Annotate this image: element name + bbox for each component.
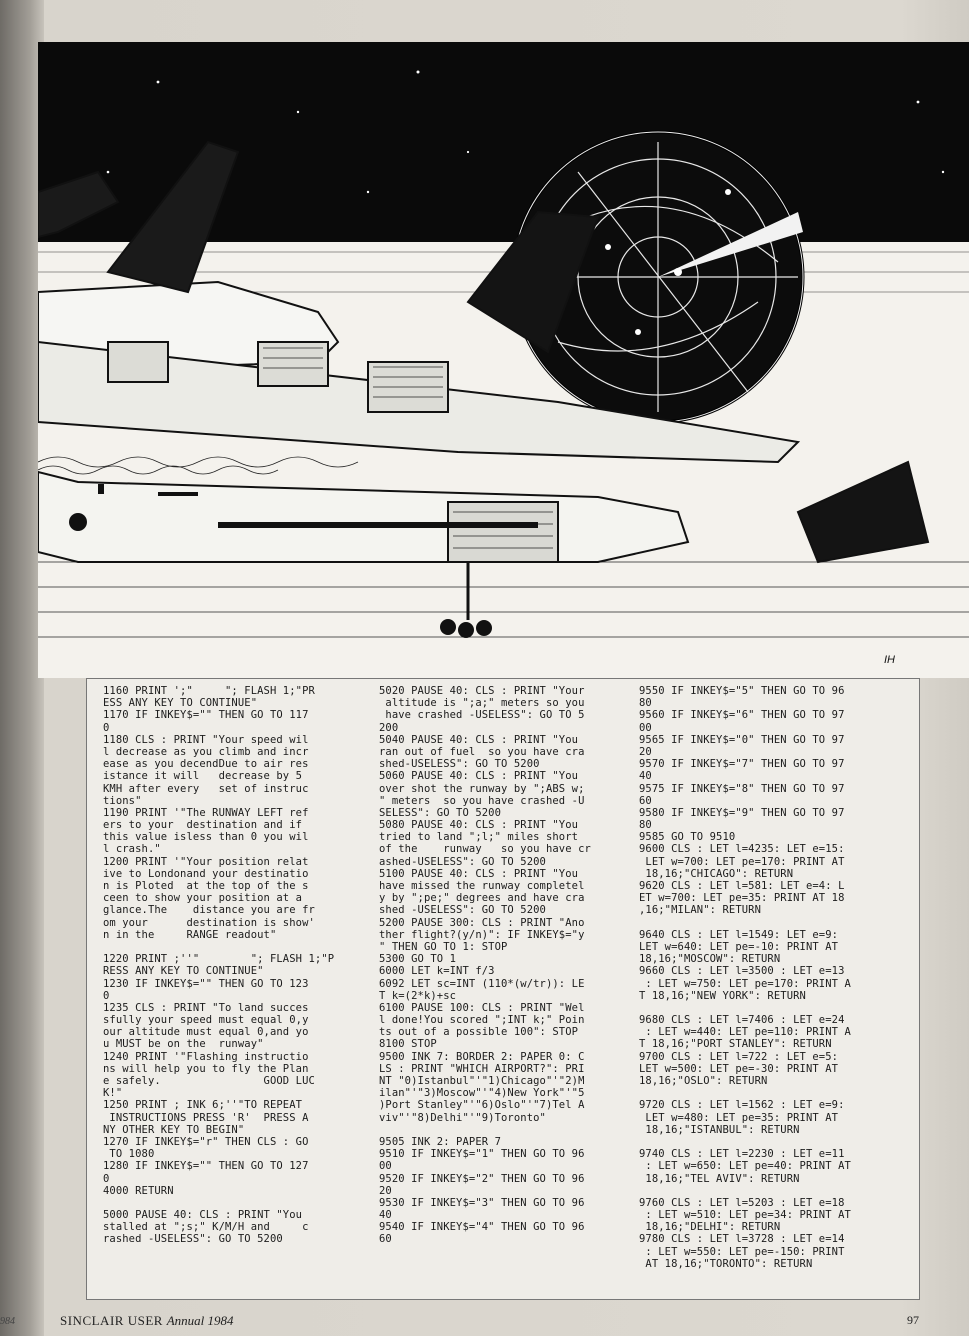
code-line: ESS ANY KEY TO CONTINUE" xyxy=(103,697,258,710)
code-line: 40 xyxy=(639,770,652,783)
code-line: 80 xyxy=(639,819,652,832)
code-line: shed-USELESS": GO TO 5200 xyxy=(379,758,540,771)
code-line: 1230 IF INKEY$="" THEN GO TO 123 xyxy=(103,977,309,990)
code-line: SELESS": GO TO 5200 xyxy=(379,806,502,819)
code-line: viv"'"8)Delhi"'"9)Toronto" xyxy=(379,1111,546,1124)
code-line: 1180 CLS : PRINT "Your speed wil xyxy=(103,733,309,746)
code-line: 9585 GO TO 9510 xyxy=(639,831,736,844)
code-line: 9680 CLS : LET l=7406 : LET e=24 xyxy=(639,1014,845,1027)
code-line: n in the RANGE readout" xyxy=(103,928,277,941)
code-line: : LET w=650: LET pe=40: PRINT AT xyxy=(639,1160,851,1173)
code-line: over shot the runway by ";ABS w; xyxy=(379,782,585,795)
code-line xyxy=(103,941,373,953)
illustration-airliners-radar xyxy=(38,42,969,678)
code-line: NT "0)Istanbul"'"1)Chicago"'"2)M xyxy=(379,1075,585,1087)
code-line: 9575 IF INKEY$="8" THEN GO TO 97 xyxy=(639,782,845,795)
code-line: rashed -USELESS": GO TO 5200 xyxy=(103,1233,283,1246)
code-line: 5200 PAUSE 300: CLS : PRINT "Ano xyxy=(379,916,585,929)
page-number: 97 xyxy=(907,1313,919,1327)
code-line: 9580 IF INKEY$="9" THEN GO TO 97 xyxy=(639,806,845,819)
code-line xyxy=(639,1185,909,1197)
code-line: LET w=700: LET pe=170: PRINT AT xyxy=(639,855,845,868)
code-line: have missed the runway completel xyxy=(379,880,585,892)
code-line: ers to your destination and if xyxy=(103,819,303,832)
code-line: tried to land ";l;" miles short xyxy=(379,831,579,844)
code-line: 9560 IF INKEY$="6" THEN GO TO 97 xyxy=(639,709,845,722)
program-listing xyxy=(86,678,920,1300)
code-line: 6100 PAUSE 100: CLS : PRINT "Wel xyxy=(379,1001,585,1014)
code-line: 1270 IF INKEY$="r" THEN CLS : GO xyxy=(103,1135,309,1148)
code-line: 40 xyxy=(379,1209,392,1222)
code-line: 9540 IF INKEY$="4" THEN GO TO 96 xyxy=(379,1221,585,1234)
code-line: 200 xyxy=(379,721,399,734)
code-line: ilan"'"3)Moscow"'"4)New York"'"5 xyxy=(379,1087,585,1100)
code-line: 9500 INK 7: BORDER 2: PAPER 0: C xyxy=(379,1050,585,1063)
code-line: 9550 IF INKEY$="5" THEN GO TO 96 xyxy=(639,685,845,697)
code-line: 9570 IF INKEY$="7" THEN GO TO 97 xyxy=(639,758,845,771)
code-line xyxy=(639,1136,909,1148)
code-line: 9600 CLS : LET l=4235: LET e=15: xyxy=(639,843,845,856)
code-line: 1280 IF INKEY$="" THEN GO TO 127 xyxy=(103,1160,309,1173)
code-line: 9660 CLS : LET l=3500 : LET e=13 xyxy=(639,965,845,978)
code-line: )Port Stanley"'"6)Oslo"'"7)Tel A xyxy=(379,1099,585,1112)
code-line: 9565 IF INKEY$="0" THEN GO TO 97 xyxy=(639,733,845,746)
artist-signature: IH xyxy=(884,654,895,666)
code-line: 5020 PAUSE 40: CLS : PRINT "Your xyxy=(379,685,585,697)
code-line: TO 1080 xyxy=(103,1148,155,1161)
code-line: T 18,16;"NEW YORK": RETURN xyxy=(639,989,806,1002)
issue-label: Annual 1984 xyxy=(166,1313,234,1328)
code-line: 9520 IF INKEY$="2" THEN GO TO 96 xyxy=(379,1172,585,1185)
code-line: sfully your speed must equal 0,y xyxy=(103,1014,309,1027)
magazine-footer xyxy=(60,1313,234,1329)
code-line: 18,16;"CHICAGO": RETURN xyxy=(639,867,794,880)
code-line: RESS ANY KEY TO CONTINUE" xyxy=(103,965,264,978)
code-line: glance.The distance you are fr xyxy=(103,904,315,917)
code-line: 1190 PRINT '"The RUNWAY LEFT ref xyxy=(103,806,309,819)
code-line: 9740 CLS : LET l=2230 : LET e=11 xyxy=(639,1148,845,1161)
code-line: LET w=500: LET pe=-30: PRINT AT xyxy=(639,1062,839,1075)
code-line: 9620 CLS : LET l=581: LET e=4: L xyxy=(639,880,845,892)
code-line: 9700 CLS : LET l=722 : LET e=5: xyxy=(639,1050,839,1063)
code-line: tions" xyxy=(103,794,142,807)
code-line: e safely. GOOD LUC xyxy=(103,1075,315,1087)
code-line: ns will help you to fly the Plan xyxy=(103,1062,309,1075)
code-line: 0 xyxy=(103,721,110,734)
code-line: 18,16;"MOSCOW": RETURN xyxy=(639,953,781,966)
code-line: 1170 IF INKEY$="" THEN GO TO 117 xyxy=(103,709,309,722)
code-line: ther flight?(y/n)": IF INKEY$="y xyxy=(379,928,585,941)
code-line xyxy=(639,1002,909,1014)
code-line: 9530 IF INKEY$="3" THEN GO TO 96 xyxy=(379,1196,585,1209)
code-line: 5000 PAUSE 40: CLS : PRINT "You xyxy=(103,1209,303,1222)
code-line: our altitude must equal 0,and yo xyxy=(103,1026,309,1039)
code-line: : LET w=550: LET pe=-150: PRINT xyxy=(639,1245,845,1258)
code-line: 9780 CLS : LET l=3728 : LET e=14 xyxy=(639,1233,845,1246)
code-line: 80 xyxy=(639,697,652,710)
code-line: 1160 PRINT ';" "; FLASH 1;"PR xyxy=(103,685,315,697)
code-line: altitude is ";a;" meters so you xyxy=(379,697,585,710)
code-line: 5300 GO TO 1 xyxy=(379,953,457,966)
code-line: 1235 CLS : PRINT "To land succes xyxy=(103,1001,309,1014)
code-line: 0 xyxy=(103,989,110,1002)
code-line xyxy=(639,1087,909,1099)
magazine-title: SINCLAIR USER xyxy=(60,1313,163,1328)
listing-column-2 xyxy=(379,685,649,1246)
code-line: 9505 INK 2: PAPER 7 xyxy=(379,1135,502,1148)
code-line: T k=(2*k)+sc xyxy=(379,989,457,1002)
code-line: 5080 PAUSE 40: CLS : PRINT "You xyxy=(379,819,579,832)
airliner-drawing xyxy=(38,42,969,678)
code-line: u MUST be on the runway" xyxy=(103,1038,264,1051)
listing-column-1 xyxy=(103,685,373,1246)
code-line: 1200 PRINT '"Your position relat xyxy=(103,855,309,868)
code-line: AT 18,16;"TORONTO": RETURN xyxy=(639,1257,813,1270)
code-line: LET w=480: LET pe=35: PRINT AT xyxy=(639,1111,839,1124)
code-line: LS : PRINT "WHICH AIRPORT?": PRI xyxy=(379,1062,585,1075)
code-line: 5040 PAUSE 40: CLS : PRINT "You xyxy=(379,733,579,746)
code-line: 20 xyxy=(639,745,652,758)
code-line: " THEN GO TO 1: STOP xyxy=(379,940,508,953)
code-line: 4000 RETURN xyxy=(103,1184,174,1197)
code-line: istance it will decrease by 5 xyxy=(103,770,303,783)
code-line: : LET w=750: LET pe=170: PRINT A xyxy=(639,977,851,990)
code-line: KMH after every set of instruc xyxy=(103,782,309,795)
code-line: of the runway so you have cr xyxy=(379,843,591,856)
code-line: 20 xyxy=(379,1184,392,1197)
code-line: 9640 CLS : LET l=1549: LET e=9: xyxy=(639,928,839,941)
code-line: 1240 PRINT '"Flashing instructio xyxy=(103,1050,309,1063)
code-line: 18,16;"DELHI": RETURN xyxy=(639,1221,781,1234)
previous-page-folio: 984 xyxy=(0,1316,15,1327)
code-line: ,16;"MILAN": RETURN xyxy=(639,904,762,917)
code-line: 60 xyxy=(379,1233,392,1246)
code-line: have crashed -USELESS": GO TO 5 xyxy=(379,709,585,722)
code-line: ts out of a possible 100": STOP xyxy=(379,1026,579,1039)
code-line: 60 xyxy=(639,794,652,807)
code-line xyxy=(379,1124,649,1136)
code-line: ease as you decendDue to air res xyxy=(103,758,309,771)
code-line: 5100 PAUSE 40: CLS : PRINT "You xyxy=(379,867,579,880)
code-line: : LET w=510: LET pe=34: PRINT AT xyxy=(639,1209,851,1222)
code-line: K!" xyxy=(103,1087,123,1100)
code-line: 9720 CLS : LET l=1562 : LET e=9: xyxy=(639,1099,845,1112)
code-line: 0 xyxy=(103,1172,110,1185)
code-line: LET w=640: LET pe=-10: PRINT AT xyxy=(639,940,839,953)
code-line: l decrease as you climb and incr xyxy=(103,745,309,758)
code-line xyxy=(103,1197,373,1209)
code-line: NY OTHER KEY TO BEGIN" xyxy=(103,1123,245,1136)
code-line: om your destination is show' xyxy=(103,916,315,929)
code-line: 6092 LET sc=INT (110*(w/tr)): LE xyxy=(379,977,585,990)
code-line: 8100 STOP xyxy=(379,1038,437,1051)
code-line: 00 xyxy=(639,721,652,734)
code-line: T 18,16;"PORT STANLEY": RETURN xyxy=(639,1038,832,1051)
code-line: 18,16;"TEL AVIV": RETURN xyxy=(639,1172,800,1185)
code-line: n is Ploted at the top of the s xyxy=(103,880,309,892)
code-line: 9510 IF INKEY$="1" THEN GO TO 96 xyxy=(379,1148,585,1161)
code-line: shed -USELESS": GO TO 5200 xyxy=(379,904,546,917)
code-line: y by ";pe;" degrees and have cra xyxy=(379,892,585,905)
code-line: INSTRUCTIONS PRESS 'R' PRESS A xyxy=(103,1111,309,1124)
code-line: 1220 PRINT ;''" "; FLASH 1;"P xyxy=(103,953,335,966)
code-line: 5060 PAUSE 40: CLS : PRINT "You xyxy=(379,770,579,783)
code-line: 9760 CLS : LET l=5203 : LET e=18 xyxy=(639,1196,845,1209)
code-line: ceen to show your position at a xyxy=(103,892,303,905)
listing-column-3 xyxy=(639,685,909,1270)
code-line: this value isless than 0 you wil xyxy=(103,831,309,844)
code-line: 18,16;"OSLO": RETURN xyxy=(639,1075,768,1087)
code-line: ran out of fuel so you have cra xyxy=(379,745,585,758)
code-line: stalled at ";s;" K/M/H and c xyxy=(103,1221,309,1234)
code-line: " meters so you have crashed -U xyxy=(379,794,585,807)
code-line: : LET w=440: LET pe=110: PRINT A xyxy=(639,1026,851,1039)
code-line: l crash." xyxy=(103,843,161,856)
code-line: 6000 LET k=INT f/3 xyxy=(379,965,495,978)
code-line: ET w=700: LET pe=35: PRINT AT 18 xyxy=(639,892,845,905)
code-line: ashed-USELESS": GO TO 5200 xyxy=(379,855,546,868)
code-line: 18,16;"ISTANBUL": RETURN xyxy=(639,1123,800,1136)
code-line: 00 xyxy=(379,1160,392,1173)
code-line xyxy=(639,917,909,929)
code-line: 1250 PRINT ; INK 6;''"TO REPEAT xyxy=(103,1099,303,1112)
code-line: l done!You scored ";INT k;" Poin xyxy=(379,1014,585,1027)
code-line: ive to Londonand your destinatio xyxy=(103,867,309,880)
